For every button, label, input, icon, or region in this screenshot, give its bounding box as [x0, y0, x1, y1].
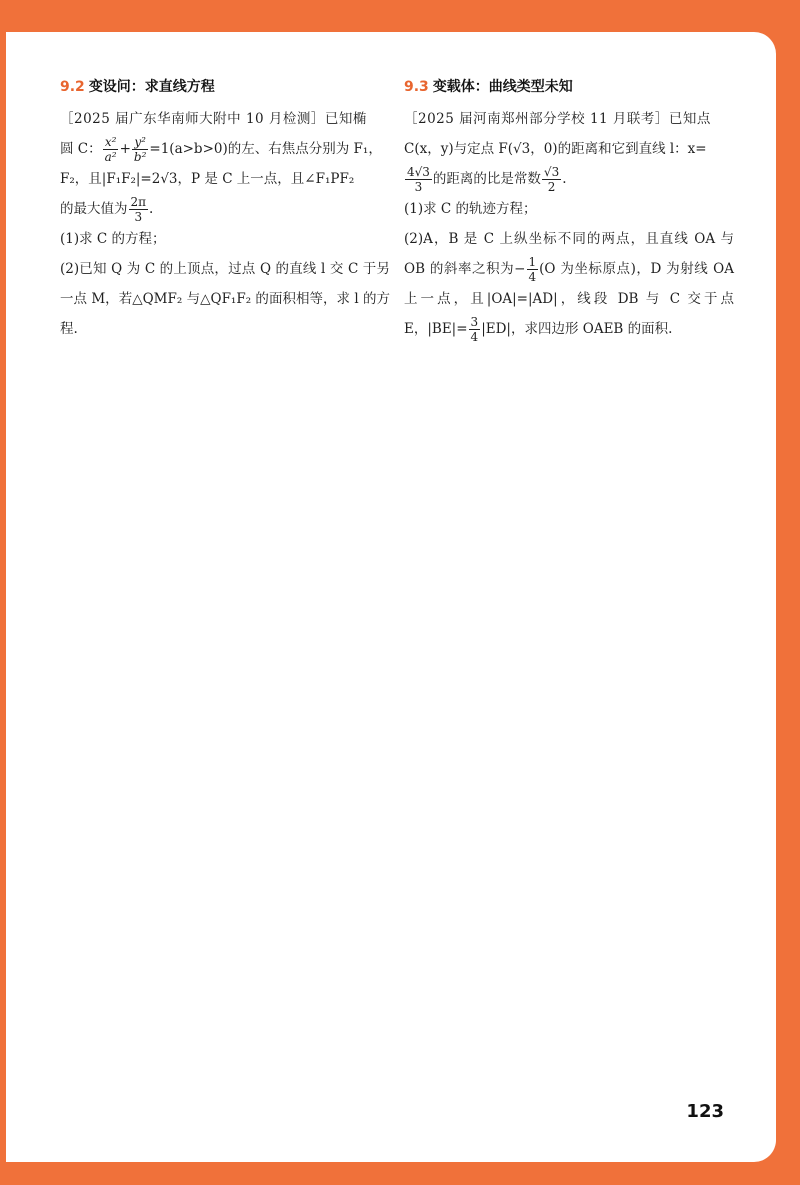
fraction-numerator: √3: [543, 165, 560, 179]
text-fragment: 圆 C：: [60, 141, 102, 157]
distance-ratio-line: $\frac{4√3}{3}$ 的距离的比是常数 $\frac{√3}{2}$ .: [407, 165, 567, 194]
page-sheet: [6, 32, 776, 1162]
fraction-denominator: 4: [470, 330, 479, 344]
fraction-numerator: 4√3: [407, 165, 430, 179]
section-heading: [60, 76, 390, 96]
max-angle-line: 的最大值为 $\frac{2\pi}{3}$ .: [60, 195, 154, 224]
fraction-y2-b2: [132, 135, 149, 164]
section-number: 9.2: [60, 79, 85, 95]
question-2: (2)已知 Q 为 C 的上顶点，过点 Q 的直线 l 交 C 于另一点 M，若△QMF₂ 与△QF₁F₂ 的面积相等，求 l 的方程.: [60, 261, 390, 337]
section-title: 变载体：曲线类型未知: [432, 79, 573, 95]
fraction-denominator: 3: [134, 210, 143, 224]
text-fragment: 的最大值为: [60, 201, 128, 217]
text-fragment: =1(a>b>0)的左、右焦点分别为 F₁，: [149, 141, 382, 157]
problem-source: ［2025 届广东华南师大附中 10 月检测］已知椭: [60, 111, 367, 127]
fraction-x2-a2: [103, 135, 119, 164]
question-2: [404, 224, 734, 344]
fraction-4sqrt3-3: [405, 165, 432, 194]
section-title: 变设问：求直线方程: [88, 79, 215, 95]
section-number: 9.3: [404, 79, 429, 95]
fraction-1-4: [527, 255, 539, 284]
fraction-numerator: x²: [104, 135, 117, 149]
ellipse-equation-line: 圆 C： $\frac{\text{x²}}{\text{a²}}$ + $\frac{\text{y²}}{\text{b²}}$ =1(a>b>0)的左、右焦点分别为 F₁，: [60, 135, 382, 164]
fraction-3-4: [469, 315, 481, 344]
fraction-denominator: a²: [104, 150, 117, 164]
question-1: (1)求 C 的方程；: [60, 231, 166, 247]
fraction-denominator: b²: [133, 150, 147, 164]
fraction-sqrt3-2: [542, 165, 561, 194]
section-9-3: [404, 76, 734, 344]
fraction-2pi-3: [129, 195, 149, 224]
fraction-numerator: 2π: [130, 195, 147, 209]
text-fragment: |ED|，求四边形 OAEB 的面积.: [481, 321, 673, 337]
section-heading: [404, 76, 734, 96]
fraction-denominator: 4: [528, 270, 537, 284]
fraction-denominator: 2: [547, 180, 556, 194]
question-1: (1)求 C 的轨迹方程；: [404, 201, 537, 217]
point-line: C(x，y)与定点 F(√3，0)的距离和它到直线 l：x=: [404, 141, 707, 157]
text-fragment: (2)A，B 是 C 上纵坐标不同的两点，且直线 OA 与 OB 的斜率之积为−: [404, 231, 734, 277]
fraction-numerator: 3: [470, 315, 479, 329]
fraction-numerator: y²: [134, 135, 146, 149]
section-9-2: [60, 76, 390, 344]
fraction-denominator: 3: [414, 180, 423, 194]
problem-source: ［2025 届河南郑州部分学校 11 月联考］已知点: [404, 111, 711, 127]
fraction-numerator: 1: [528, 255, 537, 269]
focal-distance-line: F₂，且|F₁F₂|=2√3，P 是 C 上一点，且∠F₁PF₂: [60, 171, 355, 187]
text-fragment: (O 为坐标原点)，D 为射线 OA 上一点，且|OA|=|AD|，线段 DB 与 C 交于点 E，|BE|=: [404, 261, 734, 337]
text-fragment: 的距离的比是常数: [432, 171, 541, 187]
page-number: 123: [686, 1101, 724, 1122]
